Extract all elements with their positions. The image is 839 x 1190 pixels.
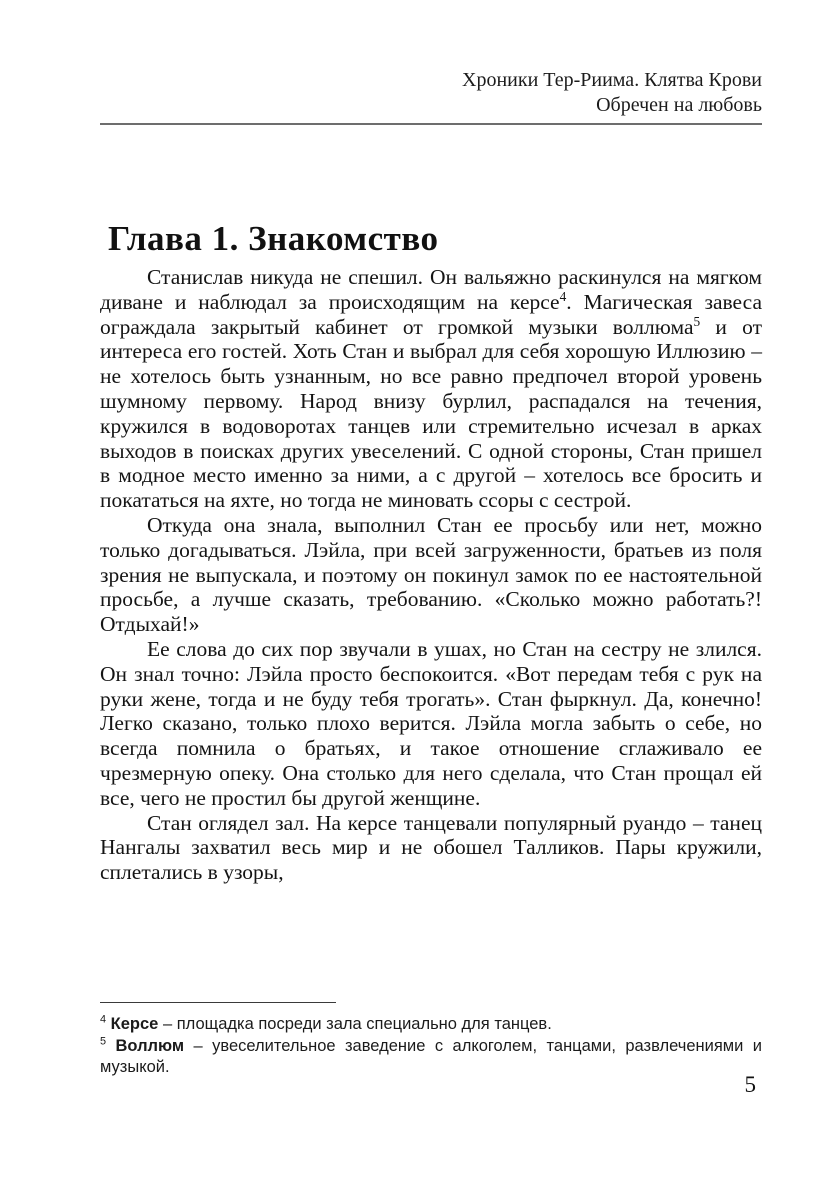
paragraph-1-run-3: и от интереса его гостей. Хоть Стан и выбрал для себя хорошую Иллюзию – не хотелось быть узнанным, но все равно предпочел второй уровень шумному первому. Народ внизу бурлил, распадался на течения, кружился в водоворотах танцев или стремительно исчезал в арках выходов в поисках других увеселений. С одной стороны, Стан пришел в модное место именно за ними, а с другой – хотелось все бросить и покататься на яхте, но тогда не миновать ссоры с сестрой. <box>100 314 762 513</box>
paragraph-3: Ее слова до сих пор звучали в ушах, но Стан на сестру не злился. Он знал точно: Лэйла просто беспокоится. «Вот передам тебя с рук на руки жене, тогда и не буду тебя трогать». Стан фыркнул. Да, конечно! Легко сказано, только плохо верится. Лэйла могла забыть о себе, но всегда помнила о братьях, и такое отношение сглаживало ее чрезмерную опеку. Она столько для него сделала, что Стан прощал ей все, чего не простил бы другой женщине. <box>100 636 762 810</box>
running-header <box>100 68 762 125</box>
page-number: 5 <box>744 1072 756 1097</box>
body-text <box>100 265 762 885</box>
paragraph-2: Откуда она знала, выполнил Стан ее просьбу или нет, можно только догадываться. Лэйла, при всей загруженности, братьев из поля зрения не выпускала, и поэтому он покинул замок по ее настоятельной просьбе, а лучше сказать, требованию. «Сколько можно работать?! Отдыхай!» <box>100 512 762 637</box>
footnote-ref-5: 5 <box>693 313 701 329</box>
header-book-title: Обречен на любовь <box>596 94 762 116</box>
footnote-4 <box>100 1014 762 1036</box>
footnote-separator <box>100 1002 336 1003</box>
paragraph-1-run-2: . Магическая завеса ограждала закрытый кабинет от громкой музыки воллюма <box>100 289 762 339</box>
footnote-4-term: Керсе <box>110 1015 159 1033</box>
paragraph-1-run-1: Станислав никуда не спешил. Он вальяжно раскинулся на мягком диване и наблюдал за происходящим на керсе <box>100 265 762 314</box>
footnote-ref-4: 4 <box>559 288 567 304</box>
footnotes-section <box>100 1002 762 1079</box>
header-series-title: Хроники Тер-Риима. Клятва Крови <box>462 69 762 91</box>
chapter-title: Глава 1. Знакомство <box>108 219 439 259</box>
paragraph-1 <box>100 265 762 513</box>
footnote-5-marker: 5 <box>100 1035 107 1047</box>
paragraph-4: Стан оглядел зал. На керсе танцевали популярный руандо – танец Нангалы захватил весь мир и не обошел Талликов. Пары кружили, сплетались в узоры, <box>100 810 762 885</box>
footnote-4-marker: 4 <box>100 1013 107 1026</box>
footnote-5-text: – увеселительное заведение с алкоголем, танцами, развлечениями и музыкой. <box>100 1036 762 1076</box>
footnote-5-term: Воллюм <box>115 1036 185 1055</box>
footnote-4-text: – площадка посреди зала специально для танцев. <box>162 1015 552 1033</box>
